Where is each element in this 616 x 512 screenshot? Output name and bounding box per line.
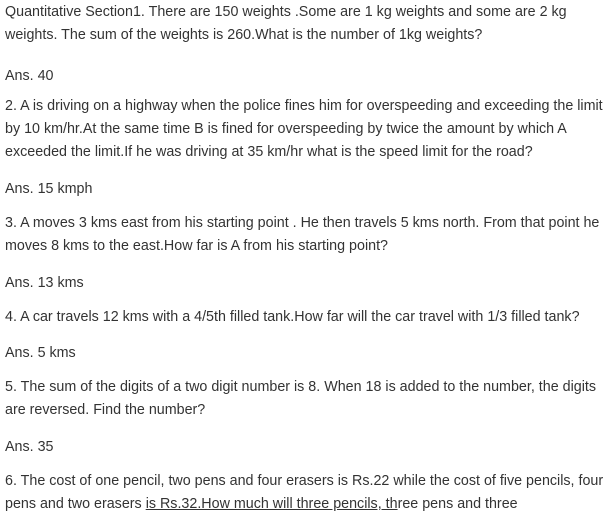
question-4: 4. A car travels 12 kms with a 4/5th filled tank.How far will the car travel with 1/3 filled tank? <box>5 309 580 325</box>
question-3: 3. A moves 3 kms east from his starting point . He then travels 5 kms north. From that point he moves 8 kms to the east.How far is A from his starting point? <box>5 215 600 254</box>
answer-1: Ans. 40 <box>5 68 54 84</box>
question-2: 2. A is driving on a highway when the police fines him for overspeeding and exceeding the limit by 10 km/hr.At the same time B is fined for overspeeding by twice the amount by which A exceeded the limit.If he was driving at 35 km/hr what is the speed limit for the road? <box>5 98 603 160</box>
answer-3: Ans. 13 kms <box>5 275 84 291</box>
question-5: 5. The sum of the digits of a two digit number is 8. When 18 is added to the number, the digits are reversed. Find the number? <box>5 379 597 418</box>
question-6-text: 6. The cost of one pencil, two pens and four erasers is Rs.22 while the cost of five pencils, four pens and two erasers <box>5 473 604 512</box>
answer-4: Ans. 5 kms <box>5 345 76 361</box>
answer-2: Ans. 15 kmph <box>5 181 93 197</box>
question-1: Quantitative Section1. There are 150 weights .Some are 1 kg weights and some are 2 kg weights. The sum of the weights is 260.What is the number of 1kg weights? <box>5 4 567 43</box>
question-6 <box>5 470 613 512</box>
answer-5: Ans. 35 <box>5 439 54 455</box>
question-6-tail-text: ree pens and three <box>397 496 518 512</box>
question-6-underlined-text: is Rs.32.How much will three pencils, th <box>145 496 398 512</box>
